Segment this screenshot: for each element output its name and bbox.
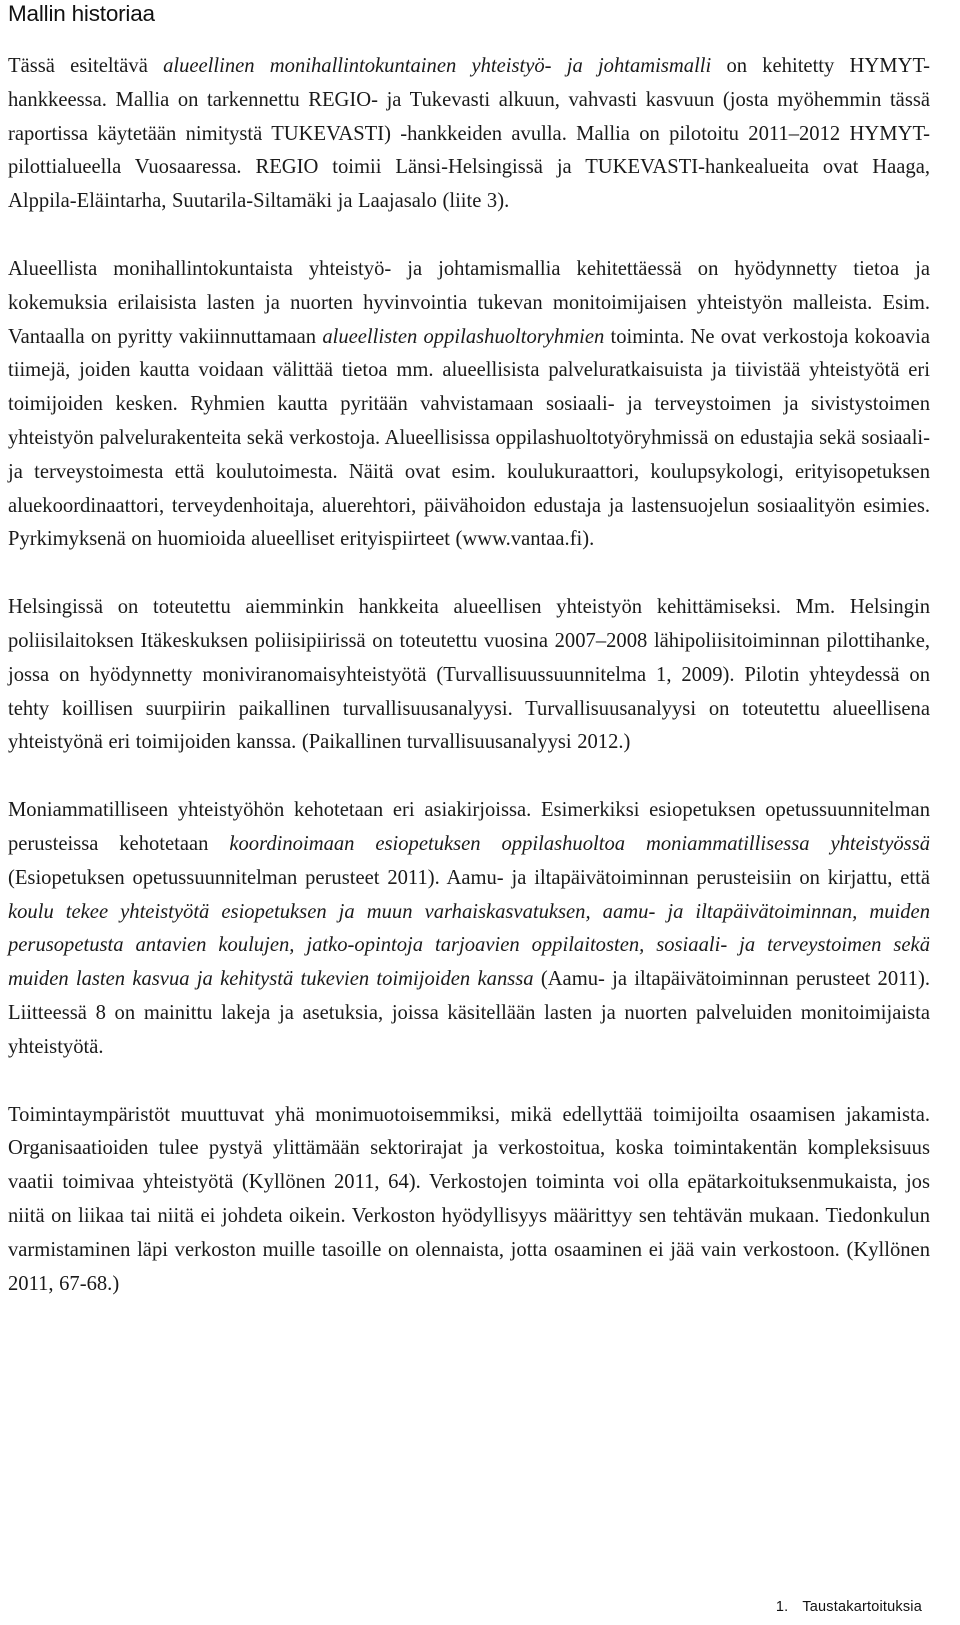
paragraph — [8, 591, 930, 760]
running-footer — [776, 1597, 922, 1617]
text-run: Helsingissä on toteutettu aiemminkin hankkeita alueellisen yhteistyön kehittämiseksi. Mm. Helsingin poliisilaitoksen Itäkeskuksen poliisipiirissä on toteutettu vuosina 2007–2008 lähipoliisitoiminnan pilottihanke, jossa on hyödynnetty moniviranomaisyhteistyötä (Turvallisuussuunnitelma 1, 2009). Pilotin yhteydessä on tehty koillisen suurpiirin paikallinen turvallisuusanalyysi. Turvallisuusanalyysi on toteutettu alueellisena yhteistyönä eri toimijoiden kanssa. (Paikallinen turvallisuusanalyysi 2012.) — [8, 596, 930, 754]
text-run: toiminta. Ne ovat verkostoja kokoavia tiimejä, joiden kautta voidaan välittää tietoa mm. alueellisista palveluratkaisuista ja tiivistää yhteistyötä eri toimijoiden kesken. Ryhmien kautta pyritään vahvistamaan sosiaali- ja terveystoimen ja sivistystoimen yhteistyön palvelurakenteita sekä verkostoja. Alueellisissa oppilashuoltotyöryhmissä on edustajia sekä sosiaali- ja terveystoimesta että koulutoimesta. Näitä ovat esim. koulukuraattori, koulupsykologi, erityisopetuksen aluekoordinaattori, terveydenhoitaja, aluerehtori, päivähoidon edustaja ja lastensuojelun sosiaalityön esimies. Pyrkimyksenä on huomioida alueelliset erityispiirteet (www.vantaa.fi). — [8, 325, 930, 551]
italic-text-run: koordinoimaan esiopetuksen oppilashuoltoa moniammatillisessa yhteistyössä — [229, 832, 931, 855]
text-run: (Esiopetuksen opetussuunnitelman perusteet 2011). Aamu- ja iltapäivätoiminnan perusteisiin on kirjattu, että — [8, 866, 930, 889]
section-heading: Mallin historiaa — [8, 1, 155, 26]
italic-text-run: koulu tekee yhteistyötä esiopetuksen ja muun varhaiskasvatuksen, aamu- ja iltapäivätoiminnan, muiden perusopetusta antavien koulujen, jatko-opintoja tarjoavien oppilaitosten, sosiaali- ja terveystoimen sekä muiden lasten kasvua ja kehitystä tukevien toimijoiden kanssa — [8, 900, 930, 991]
chapter-number: 1. — [775, 1599, 789, 1615]
paragraph — [8, 794, 930, 1064]
italic-text-run: alueellinen monihallintokuntainen yhteistyö- ja johtamismalli — [163, 55, 712, 77]
text-run: Moniammatilliseen yhteistyöhön kehotetaan eri asiakirjoissa. Esimerkiksi esiopetuksen opetussuunnitelman perusteissa kehotetaan — [8, 799, 930, 855]
text-run: on kehitetty HYMYT-hankkeessa. Mallia on tarkennettu REGIO- ja Tukevasti alkuun, vahvasti kasvuun (josta myöhemmin tässä raportissa käytetään nimitystä TUKEVASTI) -hankkeiden avulla. Mallia on pilotoitu 2011–2012 HYMYT-pilottialueella Vuosaaressa. REGIO toimii Länsi-Helsingissä ja TUKEVASTI-hankealueita ovat Haaga, Alppila-Eläintarha, Suutarila-Siltamäki ja Laajasalo (liite 3). — [8, 55, 930, 213]
paragraph — [8, 1099, 930, 1302]
body-text — [8, 50, 930, 1301]
text-run: (Aamu- ja iltapäivätoiminnan perusteet 2011). Liitteessä 8 on mainittu lakeja ja asetuksia, joissa käsitellään lasten ja nuorten palveluiden monitoimijaista yhteistyötä. — [8, 968, 930, 1058]
italic-text-run: alueellisten oppilashuoltoryhmien — [322, 325, 605, 348]
text-run: Toimintaympäristöt muuttuvat yhä monimuotoisemmiksi, mikä edellyttää toimijoilta osaamisen jakamista. Organisaatioiden tulee pystyä ylittämään sektorirajat ja verkostoitua, koska toimintakentän kompleksisuus vaatii toimivaa yhteistyötä (Kyllönen 2011, 64). Verkostojen toiminta voi olla epätarkoituksenmukaista, jos niitä on liikaa tai niitä ei johdeta oikein. Verkoston hyödyllisyys määrittyy sen tehtävän mukaan. Tiedonkulun varmistaminen läpi verkoston muille tasoille on olennaista, jotta osaaminen ei jää vain verkostoon. (Kyllönen 2011, 67-68.) — [8, 1103, 930, 1295]
paragraph — [8, 50, 930, 219]
text-run: Tässä esiteltävä — [8, 55, 164, 77]
chapter-title: Taustakartoituksia — [802, 1599, 922, 1615]
text-run: Alueellista monihallintokuntaista yhteistyö- ja johtamismallia kehitettäessä on hyödynnetty tietoa ja kokemuksia erilaisista lasten ja nuorten hyvinvointia tukevan monitoimijaisen yhteistyön malleista. Esim. Vantaalla on pyritty vakiinnuttamaan — [8, 257, 930, 348]
paragraph — [8, 253, 930, 557]
